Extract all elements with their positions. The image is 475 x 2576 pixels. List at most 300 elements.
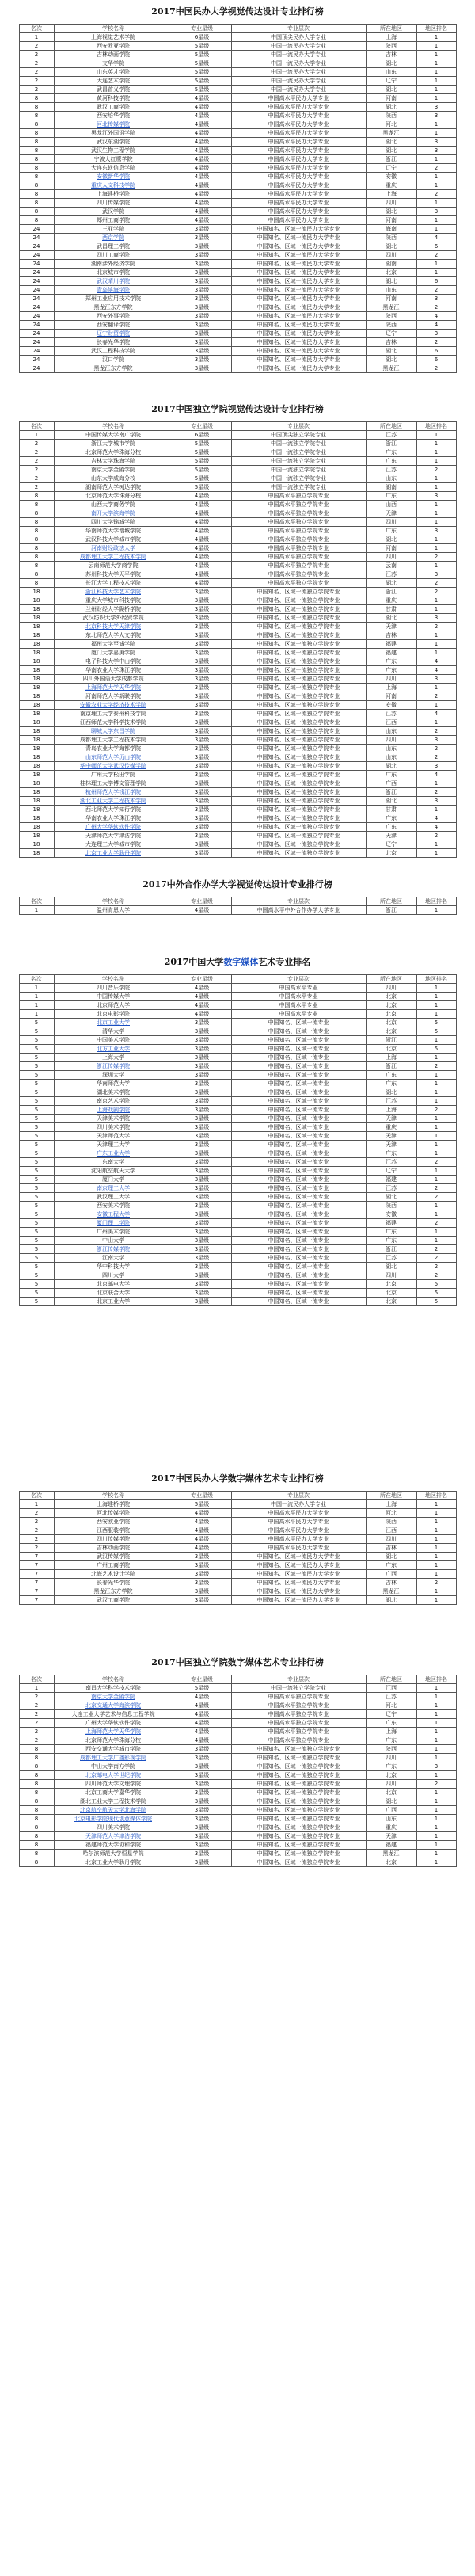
region-cell: 广东 <box>366 1719 416 1728</box>
region-cell: 河南 <box>366 295 416 303</box>
school-name-cell: 吉林动画学院 <box>54 1544 173 1553</box>
rank-cell: 2 <box>19 1544 54 1553</box>
rank-cell: 5 <box>19 1088 54 1097</box>
region-cell: 湖北 <box>366 147 416 155</box>
school-name-cell[interactable]: 重庆人文科技学院 <box>54 181 173 190</box>
school-name-cell: 青岛农业大学海都学院 <box>54 745 173 753</box>
region-rank-cell: 3 <box>416 208 456 216</box>
tier-cell: 中国高水平独立学院专业 <box>231 1693 366 1701</box>
tier-cell: 中国高水平民办大学专业 <box>231 147 366 155</box>
level-cell: 5星级 <box>173 77 231 86</box>
table-row <box>19 42 456 51</box>
school-name-cell[interactable]: 北京邮电大学世纪学院 <box>54 1771 173 1780</box>
region-cell: 湖北 <box>366 1088 416 1097</box>
tier-cell: 中国知名、区域一流独立学院专业 <box>231 684 366 692</box>
table-row <box>19 1141 456 1149</box>
region-rank-cell: 2 <box>416 788 456 797</box>
rank-cell: 8 <box>19 492 54 501</box>
level-cell: 3星级 <box>173 321 231 330</box>
tier-cell: 中国高水平独立学院专业 <box>231 509 366 518</box>
tier-cell: 中国知名、区域一流民办大学专业 <box>231 1596 366 1605</box>
school-name-cell: 四川大学锦城学院 <box>54 518 173 527</box>
table-row <box>19 1561 456 1570</box>
school-name-cell: 华南农业大学珠江学院 <box>54 814 173 823</box>
level-cell: 6星级 <box>173 33 231 42</box>
school-name-cell[interactable]: 湖北工业大学工程技术学院 <box>54 797 173 806</box>
rank-cell: 8 <box>19 553 54 562</box>
table-row <box>19 1815 456 1823</box>
rank-cell: 5 <box>19 1158 54 1167</box>
school-name-cell: 武汉工商学院 <box>54 103 173 112</box>
region-rank-cell: 2 <box>416 286 456 295</box>
region-cell: 山东 <box>366 286 416 295</box>
table-row <box>19 1544 456 1553</box>
rank-cell: 8 <box>19 120 54 129</box>
rank-cell: 5 <box>19 1071 54 1080</box>
region-cell: 海南 <box>366 225 416 234</box>
region-cell: 浙江 <box>366 1036 416 1045</box>
school-name-cell: 武汉学院 <box>54 208 173 216</box>
table-row <box>19 1010 456 1019</box>
region-rank-cell: 2 <box>416 745 456 753</box>
region-cell: 河南 <box>366 692 416 701</box>
tier-cell: 中国高水平专业 <box>231 984 366 993</box>
ranking-section <box>0 404 475 858</box>
region-rank-cell: 1 <box>416 849 456 858</box>
tier-cell: 中国知名、区域一流独立学院专业 <box>231 1841 366 1850</box>
school-name-cell[interactable]: 上海戏剧学院 <box>54 1106 173 1115</box>
column-header-regionRank: 地区排名 <box>416 1492 456 1500</box>
table-row <box>19 112 456 120</box>
region-rank-cell: 1 <box>416 518 456 527</box>
region-rank-cell: 1 <box>416 77 456 86</box>
school-name-cell[interactable]: 武汉晴川学院 <box>54 277 173 286</box>
school-name-cell: 中国美术学院 <box>54 1036 173 1045</box>
region-rank-cell: 4 <box>416 710 456 718</box>
school-name-cell[interactable]: 安徽新华学院 <box>54 173 173 181</box>
region-cell: 重庆 <box>366 596 416 605</box>
region-cell: 黑龙江 <box>366 1850 416 1858</box>
region-rank-cell: 1 <box>416 216 456 225</box>
rank-cell: 5 <box>19 1289 54 1298</box>
region-cell: 甘肃 <box>366 605 416 614</box>
school-name-cell[interactable]: 南京大学金陵学院 <box>54 1693 173 1701</box>
school-name-cell[interactable]: 厦门理工学院 <box>54 1219 173 1228</box>
ranking-section <box>0 1657 475 1867</box>
rank-cell: 8 <box>19 1780 54 1789</box>
school-name-cell[interactable]: 聊城大学东昌学院 <box>54 727 173 736</box>
tier-cell: 中国知名、区域一流专业 <box>231 1202 366 1210</box>
school-name-cell: 福州大学至诚学院 <box>54 640 173 649</box>
rank-cell: 18 <box>19 779 54 788</box>
school-name-cell[interactable]: 浙江传媒学院 <box>54 1245 173 1254</box>
tier-cell: 中国知名、区域一流专业 <box>231 1080 366 1088</box>
school-name-cell[interactable]: 北京工业大学耿丹学院 <box>54 849 173 858</box>
tier-cell: 中国知名、区域一流专业 <box>231 1149 366 1158</box>
level-cell: 3星级 <box>173 1202 231 1210</box>
tier-cell: 中国一流独立学院专业 <box>231 466 366 474</box>
level-cell: 3星级 <box>173 1271 231 1280</box>
school-name-cell[interactable]: 北方工业大学 <box>54 1045 173 1054</box>
level-cell: 3星级 <box>173 1780 231 1789</box>
region-rank-cell: 3 <box>416 147 456 155</box>
region-cell: 北京 <box>366 1771 416 1780</box>
table-row <box>19 364 456 373</box>
region-rank-cell: 1 <box>416 1535 456 1544</box>
region-rank-cell: 1 <box>416 1176 456 1184</box>
school-name-cell[interactable]: 安徽农业大学经济技术学院 <box>54 701 173 710</box>
level-cell: 3星级 <box>173 1561 231 1570</box>
school-name-cell: 宁波大红鹰学院 <box>54 155 173 164</box>
school-name-cell[interactable]: 广东工业大学 <box>54 1149 173 1158</box>
title-link[interactable]: 数字媒体 <box>223 957 259 967</box>
region-cell: 浙江 <box>366 155 416 164</box>
level-cell: 3星级 <box>173 1245 231 1254</box>
rank-cell: 8 <box>19 501 54 509</box>
level-cell: 3星级 <box>173 1054 231 1062</box>
table-row <box>19 605 456 614</box>
table-row <box>19 492 456 501</box>
region-rank-cell: 6 <box>416 277 456 286</box>
region-rank-cell: 2 <box>416 553 456 562</box>
school-name-cell: 西北师范大学知行学院 <box>54 806 173 814</box>
tier-cell: 中国一流民办大学专业 <box>231 51 366 59</box>
tier-cell: 中国知名、区域一流民办大学专业 <box>231 1570 366 1579</box>
table-row <box>19 1823 456 1832</box>
table-row <box>19 753 456 762</box>
rank-cell: 1 <box>19 1684 54 1693</box>
level-cell: 3星级 <box>173 1237 231 1245</box>
level-cell: 4星级 <box>173 544 231 553</box>
region-rank-cell: 1 <box>416 544 456 553</box>
region-cell: 江苏 <box>366 1254 416 1263</box>
table-row <box>19 1167 456 1176</box>
table-row <box>19 666 456 675</box>
region-cell: 陕西 <box>366 312 416 321</box>
region-rank-cell: 5 <box>416 1280 456 1289</box>
region-cell: 辽宁 <box>366 77 416 86</box>
region-rank-cell: 5 <box>416 1298 456 1306</box>
school-name-cell[interactable]: 华中师范大学武汉传媒学院 <box>54 762 173 771</box>
school-name-cell[interactable]: 南开大学滨海学院 <box>54 509 173 518</box>
region-rank-cell: 1 <box>416 483 456 492</box>
section-title: 2017中外合作办学大学视觉传达设计专业排行榜 <box>142 879 332 890</box>
tier-cell: 中国知名、区域一流独立学院专业 <box>231 745 366 753</box>
tier-cell: 中国知名、区域一流专业 <box>231 1054 366 1062</box>
school-name-cell[interactable]: 河北传媒学院 <box>54 120 173 129</box>
school-name-cell[interactable]: 北京交通大学海滨学院 <box>54 1701 173 1710</box>
school-name-cell: 哈尔滨师范大学恒星学院 <box>54 1850 173 1858</box>
level-cell: 4星级 <box>173 199 231 208</box>
school-name-cell[interactable]: 广州大学华软软件学院 <box>54 823 173 832</box>
region-rank-cell: 3 <box>416 138 456 147</box>
level-cell: 4星级 <box>173 129 231 138</box>
level-cell: 3星级 <box>173 330 231 338</box>
school-name-cell: 武汉理工大学 <box>54 1193 173 1202</box>
tier-cell: 中国知名、区域一流专业 <box>231 1237 366 1245</box>
region-cell: 吉林 <box>366 338 416 347</box>
region-cell: 吉林 <box>366 51 416 59</box>
region-rank-cell: 5 <box>416 1027 456 1036</box>
level-cell: 3星级 <box>173 745 231 753</box>
school-name-cell[interactable]: 上海师范大学天华学院 <box>54 1728 173 1736</box>
rank-cell: 18 <box>19 701 54 710</box>
region-rank-cell: 1 <box>416 1570 456 1579</box>
school-name-cell[interactable]: 成都理工大学工程技术学院 <box>54 553 173 562</box>
region-rank-cell: 1 <box>416 1149 456 1158</box>
region-cell: 浙江 <box>366 588 416 596</box>
region-cell: 福建 <box>366 1841 416 1850</box>
school-name-cell[interactable]: 天津师范大学津沽学院 <box>54 1832 173 1841</box>
rank-cell: 8 <box>19 527 54 535</box>
school-name-cell[interactable]: 青岛滨海学院 <box>54 286 173 295</box>
table-row <box>19 1184 456 1193</box>
school-name-cell[interactable]: 河南财经政法大学 <box>54 544 173 553</box>
table-row <box>19 208 456 216</box>
school-name-cell: 长江大学工程技术学院 <box>54 579 173 588</box>
tier-cell: 中国知名、区域一流独立学院专业 <box>231 753 366 762</box>
table-row <box>19 1115 456 1123</box>
region-rank-cell: 6 <box>416 356 456 364</box>
level-cell: 4星级 <box>173 173 231 181</box>
rank-cell: 5 <box>19 1237 54 1245</box>
region-cell: 陕西 <box>366 321 416 330</box>
tier-cell: 中国高水平独立学院专业 <box>231 527 366 535</box>
school-name-cell[interactable]: 西京学院 <box>54 234 173 242</box>
rank-cell: 24 <box>19 286 54 295</box>
school-name-cell: 吉林大学珠海学院 <box>54 457 173 466</box>
table-row <box>19 1780 456 1789</box>
level-cell: 3星级 <box>173 710 231 718</box>
title-part: 2017中国大学 <box>164 957 224 967</box>
region-cell: 上海 <box>366 1106 416 1115</box>
region-cell: 湖北 <box>366 614 416 623</box>
school-name-cell[interactable]: 山东师范大学历山学院 <box>54 753 173 762</box>
school-name-cell[interactable]: 北京工业大学 <box>54 1019 173 1027</box>
rank-cell: 2 <box>19 1535 54 1544</box>
level-cell: 3星级 <box>173 823 231 832</box>
rank-cell: 1 <box>19 906 54 915</box>
region-cell: 湖北 <box>366 1263 416 1271</box>
school-name-cell: 大连工业大学艺术与信息工程学院 <box>54 1710 173 1719</box>
region-cell: 广东 <box>366 1149 416 1158</box>
region-cell: 湖北 <box>366 59 416 68</box>
region-cell: 广东 <box>366 527 416 535</box>
table-row <box>19 260 456 269</box>
tier-cell: 中国知名、区域一流民办大学专业 <box>231 251 366 260</box>
table-row <box>19 701 456 710</box>
school-name-cell: 兰州财经大学陇桥学院 <box>54 605 173 614</box>
school-name-cell[interactable]: 浙江传媒学院 <box>54 1062 173 1071</box>
school-name-cell[interactable]: 北京航空航天大学北海学院 <box>54 1806 173 1815</box>
rank-cell: 2 <box>19 1701 54 1710</box>
level-cell: 3星级 <box>173 1850 231 1858</box>
tier-cell: 中国高水平独立学院专业 <box>231 570 366 579</box>
table-row <box>19 509 456 518</box>
rank-cell: 2 <box>19 1518 54 1526</box>
level-cell: 3星级 <box>173 771 231 779</box>
school-name-cell: 华南师范大学增城学院 <box>54 527 173 535</box>
region-cell: 广东 <box>366 1080 416 1088</box>
region-rank-cell: 2 <box>416 1184 456 1193</box>
ranking-section <box>0 6 475 373</box>
level-cell: 3星级 <box>173 718 231 727</box>
rank-cell: 5 <box>19 1184 54 1193</box>
tier-cell: 中国知名、区域一流独立学院专业 <box>231 814 366 823</box>
school-name-cell: 中国传媒大学南广学院 <box>54 431 173 440</box>
region-rank-cell: 4 <box>416 666 456 675</box>
school-name-cell[interactable]: 上海师范大学天华学院 <box>54 684 173 692</box>
rank-cell: 24 <box>19 347 54 356</box>
region-cell: 江苏 <box>366 710 416 718</box>
table-row <box>19 1850 456 1858</box>
region-rank-cell: 2 <box>416 1271 456 1280</box>
region-rank-cell: 2 <box>416 588 456 596</box>
region-rank-cell: 1 <box>416 440 456 448</box>
rank-cell: 8 <box>19 544 54 553</box>
tier-cell: 中国高水平民办大学专业 <box>231 1518 366 1526</box>
region-cell: 北京 <box>366 1280 416 1289</box>
level-cell: 5星级 <box>173 1500 231 1509</box>
column-header-tier: 专业层次 <box>231 897 366 906</box>
tier-cell: 中国知名、区域一流专业 <box>231 1184 366 1193</box>
region-cell: 上海 <box>366 1054 416 1062</box>
region-rank-cell: 1 <box>416 906 456 915</box>
table-row <box>19 771 456 779</box>
table-row <box>19 553 456 562</box>
school-name-cell[interactable]: 成都理工大学广播影视学院 <box>54 1754 173 1762</box>
region-rank-cell: 5 <box>416 1289 456 1298</box>
level-cell: 4星级 <box>173 1509 231 1518</box>
region-rank-cell: 1 <box>416 1228 456 1237</box>
level-cell: 3星级 <box>173 312 231 321</box>
tier-cell: 中国知名、区域一流专业 <box>231 1123 366 1132</box>
tier-cell: 中国知名、区域一流独立学院专业 <box>231 788 366 797</box>
level-cell: 4星级 <box>173 1719 231 1728</box>
rank-cell: 24 <box>19 303 54 312</box>
region-cell: 广东 <box>366 492 416 501</box>
rank-cell: 8 <box>19 190 54 199</box>
school-name-cell: 四川师范大学文理学院 <box>54 1780 173 1789</box>
rank-cell: 18 <box>19 753 54 762</box>
region-cell: 黑龙江 <box>366 129 416 138</box>
rank-cell: 18 <box>19 745 54 753</box>
table-row <box>19 906 456 915</box>
tier-cell: 中国知名、区域一流独立学院专业 <box>231 692 366 701</box>
region-cell: 浙江 <box>366 788 416 797</box>
tier-cell: 中国知名、区域一流专业 <box>231 1071 366 1080</box>
table-row <box>19 225 456 234</box>
school-name-cell: 黑龙江东方学院 <box>54 364 173 373</box>
region-rank-cell: 2 <box>416 364 456 373</box>
level-cell: 3星级 <box>173 1228 231 1237</box>
table-row <box>19 1518 456 1526</box>
school-name-cell: 上海建桥学院 <box>54 190 173 199</box>
rank-cell: 8 <box>19 155 54 164</box>
tier-cell: 中国知名、区域一流民办大学专业 <box>231 364 366 373</box>
level-cell: 4星级 <box>173 1535 231 1544</box>
school-name-cell[interactable]: 辽宁财贸学院 <box>54 330 173 338</box>
table-row <box>19 736 456 745</box>
school-name-cell[interactable]: 北京电影学院现代创意媒体学院 <box>54 1815 173 1823</box>
school-name-cell[interactable]: 杭州师范大学钱江学院 <box>54 788 173 797</box>
column-header-region: 所在地区 <box>366 25 416 33</box>
level-cell: 3星级 <box>173 797 231 806</box>
table-row <box>19 814 456 823</box>
school-name-cell[interactable]: 安徽工程大学 <box>54 1210 173 1219</box>
column-header-region: 所在地区 <box>366 1492 416 1500</box>
region-cell: 山东 <box>366 1815 416 1823</box>
column-header-rank: 名次 <box>19 975 54 984</box>
level-cell: 3星级 <box>173 1036 231 1045</box>
tier-cell: 中国知名、区域一流专业 <box>231 1176 366 1184</box>
level-cell: 4星级 <box>173 147 231 155</box>
table-row <box>19 570 456 579</box>
table-row <box>19 527 456 535</box>
region-cell: 河南 <box>366 544 416 553</box>
level-cell: 4星级 <box>173 1728 231 1736</box>
table-row <box>19 710 456 718</box>
tier-cell: 中国高水平民办大学专业 <box>231 138 366 147</box>
tier-cell: 中国知名、区域一流专业 <box>231 1062 366 1071</box>
region-cell: 上海 <box>366 1728 416 1736</box>
region-rank-cell: 1 <box>416 1237 456 1245</box>
region-cell: 江西 <box>366 718 416 727</box>
tier-cell: 中国顶尖独立学院专业 <box>231 431 366 440</box>
region-rank-cell: 1 <box>416 59 456 68</box>
table-row <box>19 321 456 330</box>
tier-cell: 中国知名、区域一流民办大学专业 <box>231 269 366 277</box>
school-name-cell: 江南大学 <box>54 1254 173 1263</box>
ranking-section <box>0 957 475 1306</box>
school-name-cell: 山西大学商务学院 <box>54 501 173 509</box>
school-name-cell: 西安交通大学城市学院 <box>54 1745 173 1754</box>
rank-cell: 2 <box>19 1710 54 1719</box>
rank-cell: 8 <box>19 1797 54 1806</box>
tier-cell: 中国知名、区域一流专业 <box>231 1097 366 1106</box>
level-cell: 3星级 <box>173 1771 231 1780</box>
region-cell: 四川 <box>366 736 416 745</box>
region-rank-cell: 2 <box>416 1245 456 1254</box>
table-row <box>19 1719 456 1728</box>
tier-cell: 中国高水平独立学院专业 <box>231 1736 366 1745</box>
level-cell: 3星级 <box>173 1019 231 1027</box>
level-cell: 5星级 <box>173 59 231 68</box>
school-name-cell: 南京艺术学院 <box>54 1097 173 1106</box>
level-cell: 4星级 <box>173 527 231 535</box>
school-name-cell: 厦门大学嘉庚学院 <box>54 649 173 657</box>
tier-cell: 中国知名、区域一流民办大学专业 <box>231 242 366 251</box>
region-rank-cell: 4 <box>416 321 456 330</box>
school-name-cell: 北京工业大学 <box>54 1298 173 1306</box>
school-name-cell[interactable]: 浙江科技大学艺术学院 <box>54 588 173 596</box>
table-row <box>19 762 456 771</box>
school-name-cell[interactable]: 南京理工大学 <box>54 1184 173 1193</box>
table-row <box>19 596 456 605</box>
table-row <box>19 457 456 466</box>
school-name-cell[interactable]: 北京科技大学天津学院 <box>54 623 173 631</box>
level-cell: 4星级 <box>173 579 231 588</box>
table-row <box>19 1263 456 1271</box>
tier-cell: 中国高水平独立学院专业 <box>231 518 366 527</box>
region-rank-cell: 1 <box>416 1771 456 1780</box>
region-cell: 四川 <box>366 553 416 562</box>
school-name-cell: 南京理工大学泰州科技学院 <box>54 710 173 718</box>
table-row <box>19 1045 456 1054</box>
level-cell: 4星级 <box>173 1544 231 1553</box>
school-name-cell: 武昌首义学院 <box>54 86 173 94</box>
rank-cell: 5 <box>19 1123 54 1132</box>
